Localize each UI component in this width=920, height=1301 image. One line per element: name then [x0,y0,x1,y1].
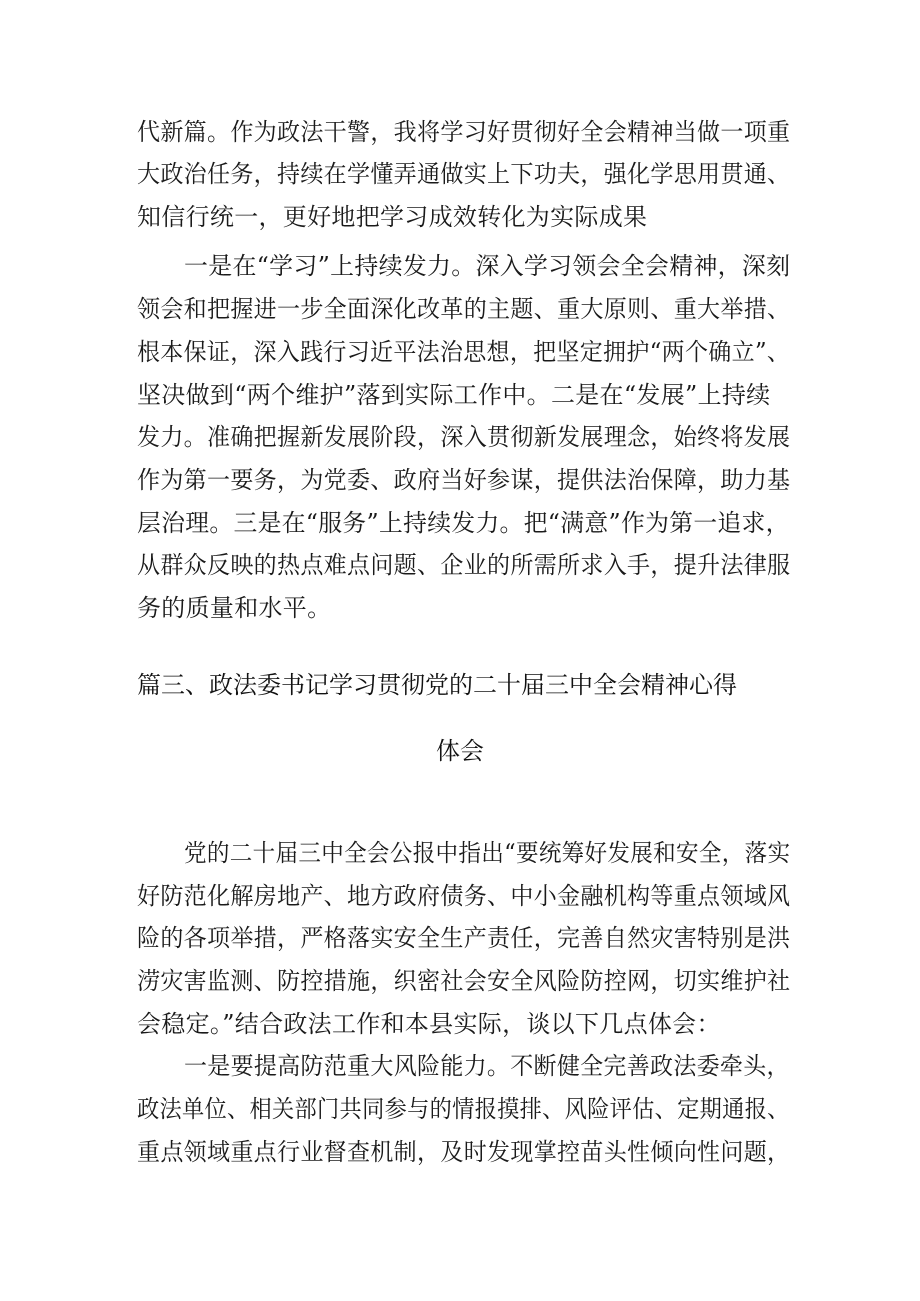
text-line: 党的二十届三中全会公报中指出“要统筹好发展和安全，落实 [184,839,791,867]
text-line: 务的质量和水平。 [137,594,332,622]
text-line: 一是要提高防范重大风险能力。不断健全完善政法委牵头， [184,1052,790,1080]
text-line: 根本保证，深入践行习近平法治思想，把坚定拥护“两个确立”、 [137,338,791,366]
text-line: 一是在“学习”上持续发力。深入学习领会全会精神，深刻 [184,252,791,280]
text-line: 知信行统一，更好地把学习成效转化为实际成果 [137,203,648,231]
text-line: 领会和把握进一步全面深化改革的主题、重大原则、重大举措、 [137,295,791,323]
text-line: 发力。准确把握新发展阶段，深入贯彻新发展理念，始终将发展 [137,423,791,451]
text-line: 会稳定。”结合政法工作和本县实际，谈以下几点体会： [137,1010,721,1038]
text-line: 代新篇。作为政法干警，我将学习好贯彻好全会精神当做一项重 [137,118,791,146]
text-line: 好防范化解房地产、地方政府债务、中小金融机构等重点领域风 [137,882,791,910]
text-line: 重点领域重点行业督查机制，及时发现掌控苗头性倾向性问题， [137,1138,791,1166]
section-title-line-1: 篇三、政法委书记学习贯彻党的二十届三中全会精神心得 [137,671,737,699]
text-line: 坚决做到“两个维护”落到实际工作中。二是在“发展”上持续 [137,381,771,409]
text-line: 大政治任务，持续在学懂弄通做实上下功夫，强化学思用贯通、 [137,160,791,188]
text-line: 险的各项举措，严格落实安全生产责任，完善自然灾害特别是洪 [137,924,791,952]
text-line: 层治理。三是在“服务”上持续发力。把“满意”作为第一追求， [137,509,790,537]
text-line: 涝灾害监测、防控措施，织密社会安全风险防控网，切实维护社 [137,967,791,995]
text-line: 政法单位、相关部门共同参与的情报摸排、风险评估、定期通报、 [137,1095,790,1123]
text-line: 从群众反映的热点难点问题、企业的所需所求入手，提升法律服 [137,551,791,579]
text-line: 作为第一要务，为党委、政府当好参谋，提供法治保障，助力基 [137,466,791,494]
section-title-line-2: 体会 [436,737,484,765]
